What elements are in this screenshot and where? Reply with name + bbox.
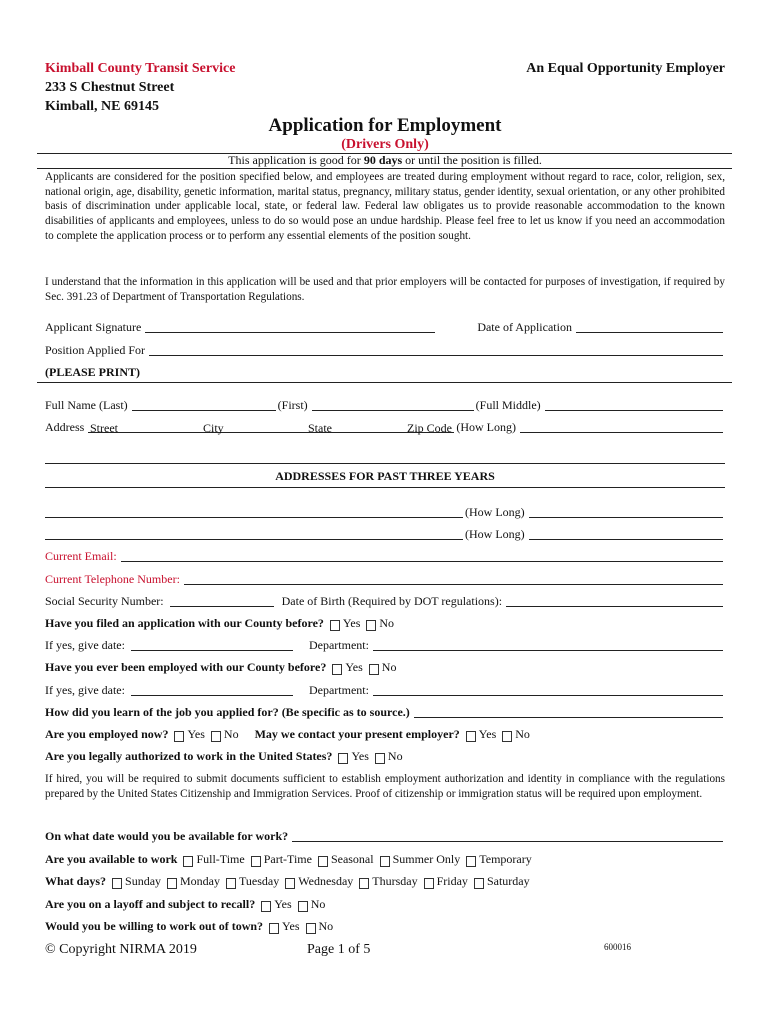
yes-label: Yes [351, 749, 369, 763]
position-applied-label: Position Applied For [45, 343, 146, 357]
address-field[interactable] [88, 421, 454, 433]
state-sublabel: State [308, 421, 332, 435]
authorized-label: Are you legally authorized to work in the United States? [45, 749, 333, 763]
no-label: No [515, 727, 530, 741]
filed-department-field[interactable] [373, 639, 723, 651]
work-type-row [45, 852, 725, 867]
days-row [45, 874, 725, 889]
checkbox-summer-only[interactable] [380, 856, 390, 867]
checkbox-yes[interactable] [269, 923, 279, 934]
page-title: Application for Employment [268, 115, 502, 136]
street-sublabel: Street [90, 421, 118, 435]
please-print: (PLEASE PRINT) [45, 365, 141, 379]
consent-paragraph: I understand that the information in this application will be used and that prior employers will be contacted for purposes of investigation, if required by Sec. 391.23 of Department of Transportation Regulations. [45, 276, 725, 303]
checkbox-yes[interactable] [330, 620, 340, 631]
work-type-label: Part-Time [263, 852, 312, 866]
eeo-paragraph: Applicants are considered for the position specified below, and employees are treated during employment without regard to race, color, religion, sex, national origin, age, disability, genetic information, marital status, pregnancy, military status, gender identity, sexual orientation, or any other prohibited basis of discrimination under applicable local, state, or federal law. Federal law obligates us to provide reasonable accommodation to the known disabilities of applicants and employees, unless to do so would pose an undue hardship. Please feel free to let us know if you need an accommodation to complete the application process or to perform any essential elements of the position sought. [45, 171, 725, 242]
email-label: Current Email: [45, 549, 117, 563]
checkbox-tuesday[interactable] [226, 878, 236, 889]
validity-suffix: or until the position is filled. [402, 153, 542, 167]
page-number: Page 1 of 5 [307, 942, 371, 957]
filed-before-row [45, 616, 725, 631]
learn-job-field[interactable] [414, 706, 723, 718]
address-how-long-label: (How Long) [456, 420, 516, 434]
work-type-label: Summer Only [392, 852, 461, 866]
learn-job-label: How did you learn of the job you applied for? (Be specific as to source.) [45, 705, 410, 719]
employed-date-field[interactable] [131, 684, 293, 696]
last-name-label: Full Name (Last) [45, 398, 128, 412]
checkbox-no[interactable] [306, 923, 316, 934]
available-date-label: On what date would you be available for work? [45, 829, 289, 843]
email-field[interactable] [121, 550, 723, 562]
name-row [45, 398, 725, 413]
print-divider [37, 382, 732, 383]
page-subtitle: (Drivers Only) [341, 137, 429, 152]
email-row [45, 549, 725, 564]
department-label: Department: [308, 683, 369, 697]
work-type-label: Full-Time [196, 852, 245, 866]
available-date-field[interactable] [292, 830, 723, 842]
yes-label: Yes [187, 727, 205, 741]
org-name: Kimball County Transit Service [45, 61, 236, 76]
checkbox-full-time[interactable] [183, 856, 193, 867]
employed-now-row [45, 727, 725, 742]
eoe-notice: An Equal Opportunity Employer [526, 61, 725, 76]
yes-label: Yes [282, 919, 300, 933]
past-address-field[interactable] [45, 528, 463, 540]
dob-field[interactable] [506, 595, 723, 607]
past-addresses-heading: ADDRESSES FOR PAST THREE YEARS [275, 469, 495, 483]
if-yes-date-label: If yes, give date: [45, 638, 125, 652]
no-label: No [223, 727, 239, 741]
work-type-label: Seasonal [330, 852, 374, 866]
address-row [45, 420, 725, 435]
layoff-label: Are you on a layoff and subject to recall? [45, 897, 256, 911]
checkbox-no[interactable] [375, 753, 385, 764]
address-how-long-field[interactable] [520, 421, 723, 433]
checkbox-no[interactable] [369, 664, 379, 675]
day-label: Wednesday [298, 874, 354, 888]
available-date-row [45, 829, 725, 844]
validity-divider [37, 168, 732, 169]
yes-label: Yes [478, 727, 497, 741]
past-address-how-long-label: (How Long) [465, 527, 525, 541]
day-label: Tuesday [239, 874, 280, 888]
phone-field[interactable] [184, 573, 723, 585]
validity-prefix: This application is good for [228, 153, 364, 167]
no-label: No [310, 897, 326, 911]
authorized-row [45, 749, 725, 764]
layoff-row [45, 897, 725, 912]
what-days-label: What days? [45, 874, 107, 888]
org-street: 233 S Chestnut Street [45, 80, 175, 95]
employed-department-field[interactable] [373, 684, 723, 696]
yes-label: Yes [342, 616, 361, 630]
if-yes-date-label: If yes, give date: [45, 683, 125, 697]
past-addresses-top-rule [45, 463, 725, 464]
applicant-signature-field[interactable] [145, 321, 435, 333]
date-of-application-label: Date of Application [477, 320, 572, 334]
checkbox-no[interactable] [502, 731, 512, 742]
checkbox-wednesday[interactable] [285, 878, 295, 889]
work-type-label: Temporary [479, 852, 532, 866]
no-label: No [379, 616, 395, 630]
first-name-field[interactable] [312, 399, 474, 411]
checkbox-yes[interactable] [174, 731, 184, 742]
checkbox-part-time[interactable] [251, 856, 261, 867]
out-of-town-label: Would you be willing to work out of town? [45, 919, 264, 933]
department-label: Department: [308, 638, 369, 652]
checkbox-yes[interactable] [261, 901, 271, 912]
no-label: No [381, 660, 397, 674]
copyright-text: © Copyright NIRMA 2019 [45, 942, 197, 957]
out-of-town-row [45, 919, 725, 934]
address-label: Address [45, 420, 85, 434]
phone-label: Current Telephone Number: [45, 572, 180, 586]
past-address-how-long-field[interactable] [529, 528, 723, 540]
org-city: Kimball, NE 69145 [45, 99, 159, 114]
middle-name-field[interactable] [545, 399, 723, 411]
dob-label: Date of Birth (Required by DOT regulations): [281, 594, 503, 608]
day-label: Thursday [372, 874, 418, 888]
employed-before-label: Have you ever been employed with our County before? [45, 660, 327, 674]
employed-now-label: Are you employed now? [45, 727, 169, 741]
validity-note [45, 153, 725, 168]
past-address-row [45, 505, 725, 520]
contact-employer-label: May we contact your present employer? [254, 727, 460, 741]
checkbox-friday[interactable] [424, 878, 434, 889]
form-code: 600016 [604, 942, 631, 952]
available-to-work-label: Are you available to work [45, 852, 178, 866]
checkbox-monday[interactable] [167, 878, 177, 889]
checkbox-no[interactable] [298, 901, 308, 912]
employed-before-row [45, 660, 725, 675]
middle-name-label: (Full Middle) [475, 398, 541, 412]
past-address-how-long-field[interactable] [529, 506, 723, 518]
city-sublabel: City [203, 421, 224, 435]
ssn-label: Social Security Number: [45, 594, 164, 608]
last-name-field[interactable] [132, 399, 276, 411]
no-label: No [387, 749, 403, 763]
checkbox-sunday[interactable] [112, 878, 122, 889]
validity-days: 90 days [363, 153, 403, 167]
ssn-field[interactable] [170, 595, 274, 607]
checkbox-no[interactable] [211, 731, 221, 742]
checkbox-thursday[interactable] [359, 878, 369, 889]
yes-label: Yes [274, 897, 292, 911]
ssn-dob-row [45, 594, 725, 609]
past-address-field[interactable] [45, 506, 463, 518]
filed-date-field[interactable] [131, 639, 293, 651]
checkbox-yes[interactable] [338, 753, 348, 764]
phone-row [45, 572, 725, 587]
zip-sublabel: Zip Code [407, 421, 452, 435]
employed-date-row [45, 683, 725, 698]
signature-row [45, 320, 725, 335]
day-label: Sunday [125, 874, 162, 888]
no-label: No [318, 919, 334, 933]
position-applied-field[interactable] [149, 344, 723, 356]
day-label: Monday [180, 874, 221, 888]
date-of-application-field[interactable] [576, 321, 723, 333]
day-label: Saturday [486, 874, 530, 888]
authorization-paragraph: If hired, you will be required to submit documents sufficient to establish employment authorization and identity in compliance with the regulations prepared by the United States Citizenship and Immigration Services. Proof of citizenship or immigration status will be required upon employment. [45, 773, 725, 800]
past-address-how-long-label: (How Long) [465, 505, 525, 519]
checkbox-seasonal[interactable] [318, 856, 328, 867]
checkbox-yes[interactable] [332, 664, 342, 675]
checkbox-yes[interactable] [466, 731, 476, 742]
checkbox-saturday[interactable] [474, 878, 484, 889]
filed-before-label: Have you filed an application with our County before? [45, 616, 324, 630]
position-row [45, 343, 725, 358]
applicant-signature-label: Applicant Signature [45, 320, 142, 334]
past-address-row [45, 527, 725, 542]
yes-label: Yes [345, 660, 363, 674]
filed-date-row [45, 638, 725, 653]
first-name-label: (First) [277, 398, 308, 412]
day-label: Friday [436, 874, 468, 888]
past-addresses-bottom-rule [45, 487, 725, 488]
checkbox-temporary[interactable] [466, 856, 476, 867]
learn-job-row [45, 705, 725, 720]
checkbox-no[interactable] [366, 620, 376, 631]
